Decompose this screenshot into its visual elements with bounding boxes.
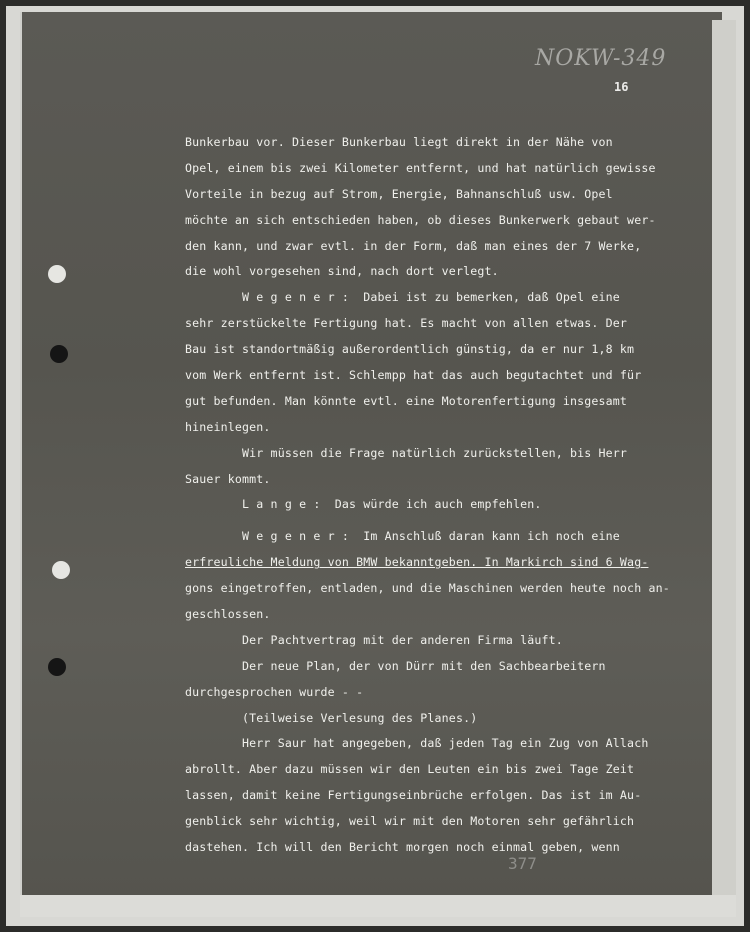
text-line: genblick sehr wichtig, weil wir mit den Motoren sehr gefährlich bbox=[185, 814, 635, 829]
text-line: durchgesprochen wurde - - bbox=[185, 684, 364, 699]
text-line: Herr Saur hat angegeben, daß jeden Tag ein Zug von Allach bbox=[185, 736, 649, 751]
text-line: W e g e n e r : Dabei ist zu bemerken, daß Opel eine bbox=[185, 290, 620, 305]
text-line: (Teilweise Verlesung des Planes.) bbox=[185, 710, 478, 725]
text-line: L a n g e : Das würde ich auch empfehlen. bbox=[185, 497, 542, 512]
punch-hole-icon bbox=[48, 265, 66, 283]
text-line: lassen, damit keine Fertigungseinbrüche erfolgen. Das ist im Au- bbox=[185, 788, 642, 803]
text-line: die wohl vorgesehen sind, nach dort verlegt. bbox=[185, 264, 499, 279]
text-line: Sauer kommt. bbox=[185, 471, 271, 486]
folio-stamp: 377 bbox=[508, 854, 537, 873]
text-line: Vorteile in bezug auf Strom, Energie, Bahnanschluß usw. Opel bbox=[185, 186, 613, 201]
text-line: W e g e n e r : Im Anschluß daran kann ich noch eine bbox=[185, 529, 620, 544]
text-line: vom Werk entfernt ist. Schlempp hat das auch begutachtet und für bbox=[185, 368, 642, 383]
punch-hole-icon bbox=[50, 345, 68, 363]
text-line: hineinlegen. bbox=[185, 419, 271, 434]
text-line: sehr zerstückelte Fertigung hat. Es macht von allen etwas. Der bbox=[185, 316, 628, 331]
text-line: abrollt. Aber dazu müssen wir den Leuten ein bis zwei Tage Zeit bbox=[185, 762, 635, 777]
text-line: gons eingetroffen, entladen, und die Maschinen werden heute noch an- bbox=[185, 581, 670, 596]
text-line: geschlossen. bbox=[185, 607, 271, 622]
document-body bbox=[185, 130, 695, 861]
text-line: Der Pachtvertrag mit der anderen Firma läuft. bbox=[185, 632, 563, 647]
text-line: Wir müssen die Frage natürlich zurückstellen, bis Herr bbox=[185, 445, 628, 460]
text-line: Bau ist standortmäßig außerordentlich günstig, da er nur 1,8 km bbox=[185, 342, 635, 357]
text-line: gut befunden. Man könnte evtl. eine Motorenfertigung insgesamt bbox=[185, 393, 628, 408]
text-line: Opel, einem bis zwei Kilometer entfernt, und hat natürlich gewisse bbox=[185, 160, 656, 175]
text-line-underlined: erfreuliche Meldung von BMW bekanntgeben. In Markirch sind 6 Wag- bbox=[185, 555, 649, 570]
page-number: 16 bbox=[614, 80, 629, 94]
text-line: Der neue Plan, der von Dürr mit den Sachbearbeitern bbox=[185, 658, 606, 673]
sheet-edge-strip bbox=[712, 20, 736, 900]
punch-hole-icon bbox=[52, 561, 70, 579]
text-line: den kann, und zwar evtl. in der Form, daß man eines der 7 Werke, bbox=[185, 238, 642, 253]
text-line: möchte an sich entschieden haben, ob dieses Bunkerwerk gebaut wer- bbox=[185, 212, 656, 227]
punch-hole-icon bbox=[48, 658, 66, 676]
text-line: Bunkerbau vor. Dieser Bunkerbau liegt direkt in der Nähe von bbox=[185, 135, 613, 149]
archive-mark: NOKW-349 bbox=[535, 46, 667, 71]
sheet-bottom-strip bbox=[20, 895, 736, 917]
text-line: dastehen. Ich will den Bericht morgen noch einmal geben, wenn bbox=[185, 840, 620, 855]
